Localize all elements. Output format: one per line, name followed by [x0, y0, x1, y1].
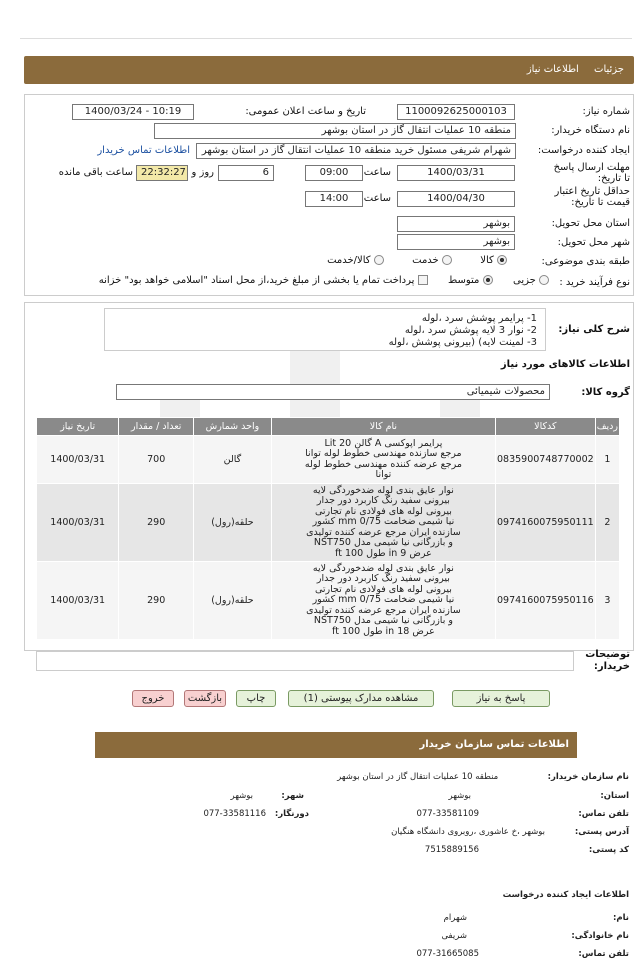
- item-name-line: نوار عایق بندی لوله ضدخوردگی لایه: [312, 484, 454, 496]
- item-name-line: عرض 18 in طول 100 ft: [332, 625, 435, 637]
- buyer-notes-box: [36, 651, 574, 671]
- postal-label: کد پستی:: [588, 845, 629, 855]
- item-name-line: مرجع سازنده مهندسی خطوط لوله توانا: [305, 448, 462, 459]
- class-radio-goods[interactable]: [497, 255, 507, 265]
- class-radio-service[interactable]: [442, 255, 452, 265]
- reply-time-label: ساعت: [363, 167, 391, 178]
- postal-value: 7515889156: [424, 845, 479, 855]
- summary-line-1: 1- پرایمر پوشش سرد ،لوله: [421, 313, 537, 324]
- back-button[interactable]: بازگشت: [184, 690, 226, 707]
- item-name-line: سازنده ایران مرجع عرضه کننده تولیدی: [306, 526, 461, 538]
- item-name-line: و بازرگانی نیا شیمی مدل NST750: [313, 537, 453, 549]
- header-bar: [24, 56, 634, 84]
- address-label: آدرس پستی:: [574, 827, 629, 837]
- process-option-medium: متوسط: [448, 275, 480, 286]
- table-row: [37, 436, 620, 484]
- phone-label: تلفن تماس:: [578, 809, 629, 819]
- top-divider: [20, 38, 632, 39]
- reply-deadline-label: مهلت ارسال پاسخ تا تاریخ:: [553, 162, 630, 184]
- fax-value: 077-33581116: [203, 809, 266, 819]
- payment-checkbox[interactable]: [418, 275, 428, 285]
- item-name-line: سازنده ایران مرجع عرضه کننده تولیدی: [306, 604, 461, 616]
- validity-time-field: 14:00: [305, 191, 363, 207]
- province-field: بوشهر: [397, 216, 515, 232]
- name-value: شهرام: [443, 913, 467, 923]
- need-number-label: شماره نیاز:: [582, 106, 630, 117]
- item-name-line: نیا شیمی ضخامت 0/75 mm کشور: [312, 516, 455, 528]
- city-c-value: بوشهر: [230, 791, 253, 801]
- summary-line-2: 2- نوار 3 لایه پوشش سرد ،لوله: [404, 325, 537, 336]
- item-name-line: پرایمر اپوکسی A گالن 20 Lit: [324, 437, 443, 449]
- buyer-notes-label: توضیحات خریدار:: [585, 649, 630, 672]
- cell-unit: حلقه(رول): [194, 484, 272, 562]
- buyer-contact-link[interactable]: اطلاعات تماس خریدار: [97, 145, 190, 156]
- summary-box: [104, 308, 546, 351]
- cell-code: 0974160075950116: [495, 562, 595, 640]
- org-value: منطقه 10 عملیات انتقال گاز در استان بوشهر: [337, 772, 499, 782]
- class-option-goods: کالا: [480, 255, 494, 266]
- process-option-minor: جزیی: [512, 275, 536, 286]
- c-phone-value: 077-31665085: [416, 949, 479, 959]
- cell-name: [271, 484, 495, 562]
- city-field: بوشهر: [397, 234, 515, 250]
- class-radio-both[interactable]: [374, 255, 384, 265]
- remaining-label: ساعت باقی مانده: [58, 167, 133, 178]
- announce-label: تاریخ و ساعت اعلان عمومی:: [245, 106, 366, 117]
- summary-line-3: 3- لمینت لایه) (بیرونی پوشش ،لوله: [388, 337, 537, 348]
- group-field: محصولات شیمیائی: [116, 384, 550, 400]
- process-label: نوع فرآیند خرید :: [559, 277, 630, 288]
- province-c-value: بوشهر: [448, 791, 471, 801]
- items-table: [36, 417, 620, 640]
- cell-qty: 700: [119, 436, 194, 484]
- family-value: شریفی: [441, 931, 467, 941]
- fax-label: دورنگار:: [274, 809, 309, 819]
- cell-date: 1400/03/31: [37, 436, 119, 484]
- class-option-both: کالا/خدمت: [327, 255, 371, 266]
- reply-button[interactable]: پاسخ به نیاز: [452, 690, 550, 707]
- need-number-field: 1100092625000103: [397, 104, 515, 120]
- item-name-line: توانا: [375, 469, 392, 480]
- col-qty: تعداد / مقدار: [119, 418, 194, 436]
- validity-label: حداقل تاریخ اعتبار قیمت تا تاریخ:: [554, 186, 630, 208]
- cell-unit: حلقه(رول): [194, 562, 272, 640]
- phone-value: 077-33581109: [416, 809, 479, 819]
- cell-unit: گالن: [194, 436, 272, 484]
- cell-code: 0835900748770002: [495, 436, 595, 484]
- c-phone-label: تلفن تماس:: [578, 949, 629, 959]
- item-name-line: نوار عایق بندی لوله ضدخوردگی لایه: [312, 562, 454, 574]
- summary-label: شرح کلی نیاز:: [558, 324, 630, 335]
- cell-date: 1400/03/31: [37, 484, 119, 562]
- class-label: طبقه بندی موضوعی:: [541, 256, 630, 267]
- reply-date-field: 1400/03/31: [397, 165, 515, 181]
- table-row: [37, 484, 620, 562]
- creator-label: ایجاد کننده درخواست:: [537, 145, 630, 156]
- reply-time-field: 09:00: [305, 165, 363, 181]
- item-name-line: عرض 9 in طول 100 ft: [335, 547, 432, 559]
- table-row: [37, 562, 620, 640]
- tab-need-info[interactable]: اطلاعات نیاز: [526, 64, 579, 75]
- org-label: نام سازمان خریدار:: [547, 772, 629, 782]
- group-label: گروه کالا:: [581, 387, 630, 398]
- contact-title-bar: [95, 732, 577, 758]
- process-radio-medium[interactable]: [483, 275, 493, 285]
- org-row: [337, 772, 629, 782]
- cell-row: 3: [595, 562, 619, 640]
- col-date: تاریخ نیاز: [37, 418, 119, 436]
- item-name-line: بیرونی سفید رنگ کاربرد دور جدار: [316, 573, 450, 585]
- buyer-field: منطقه 10 عملیات انتقال گاز در استان بوشهر: [154, 123, 516, 139]
- print-button[interactable]: چاپ: [236, 690, 276, 707]
- validity-time-label: ساعت: [363, 193, 391, 204]
- cell-row: 2: [595, 484, 619, 562]
- cell-qty: 290: [119, 484, 194, 562]
- class-option-service: خدمت: [412, 255, 439, 266]
- item-name-line: بیرونی لوله های فولادی نام تجارتی: [314, 505, 452, 517]
- exit-button[interactable]: خروج: [132, 690, 174, 707]
- contact-title: اطلاعات تماس سازمان خریدار: [419, 739, 569, 750]
- cell-name: [271, 436, 495, 484]
- col-name: نام کالا: [271, 418, 495, 436]
- name-label: نام:: [612, 913, 629, 923]
- goods-title: اطلاعات کالاهای مورد نیاز: [500, 359, 630, 370]
- city-label: شهر محل تحویل:: [557, 237, 630, 248]
- address-value: بوشهر ،خ عاشوری ،روبروی دانشگاه هنگیان: [391, 827, 545, 837]
- item-name-line: بیرونی لوله های فولادی نام تجارتی: [314, 583, 452, 595]
- validity-date-field: 1400/04/30: [397, 191, 515, 207]
- col-unit: واحد شمارش: [194, 418, 272, 436]
- cell-code: 0974160075950111: [495, 484, 595, 562]
- province-label: استان محل تحویل:: [551, 218, 630, 229]
- item-name-line: و بازرگانی نیا شیمی مدل NST750: [313, 615, 453, 627]
- attachments-button[interactable]: مشاهده مدارک پیوستی (1): [288, 690, 434, 707]
- creator-section-title: اطلاعات ایجاد کننده درخواست: [502, 890, 629, 900]
- remaining-timer: 22:32:27: [136, 165, 188, 181]
- tab-details[interactable]: جزئیات: [594, 64, 624, 75]
- class-options: [327, 255, 507, 266]
- days-label: روز و: [191, 167, 214, 178]
- province-c-label: استان:: [600, 791, 629, 801]
- cell-row: 1: [595, 436, 619, 484]
- col-code: کدکالا: [495, 418, 595, 436]
- family-label: نام خانوادگی:: [571, 931, 629, 941]
- cell-qty: 290: [119, 562, 194, 640]
- cell-name: [271, 562, 495, 640]
- payment-note: پرداخت تمام یا بخشی از مبلغ خرید،از محل اسناد "اسلامی خواهد بود" خزانه: [98, 275, 415, 286]
- item-name-line: بیرونی سفید رنگ کاربرد دور جدار: [316, 495, 450, 507]
- creator-field: شهرام شریفی مسئول خرید منطقه 10 عملیات انتقال گاز در استان بوشهر: [196, 143, 516, 159]
- item-name-line: مرجع عرضه کننده مهندسی خطوط لوله: [304, 458, 462, 470]
- cell-date: 1400/03/31: [37, 562, 119, 640]
- process-options: [99, 275, 549, 286]
- days-field: 6: [218, 165, 274, 181]
- announce-field: 1400/03/24 - 10:19: [72, 104, 194, 120]
- col-row: ردیف: [595, 418, 619, 436]
- process-radio-minor[interactable]: [539, 275, 549, 285]
- city-c-label: شهر:: [281, 791, 304, 801]
- item-name-line: نیا شیمی ضخامت 0/75 mm کشور: [312, 594, 455, 606]
- buyer-label: نام دستگاه خریدار:: [551, 125, 630, 136]
